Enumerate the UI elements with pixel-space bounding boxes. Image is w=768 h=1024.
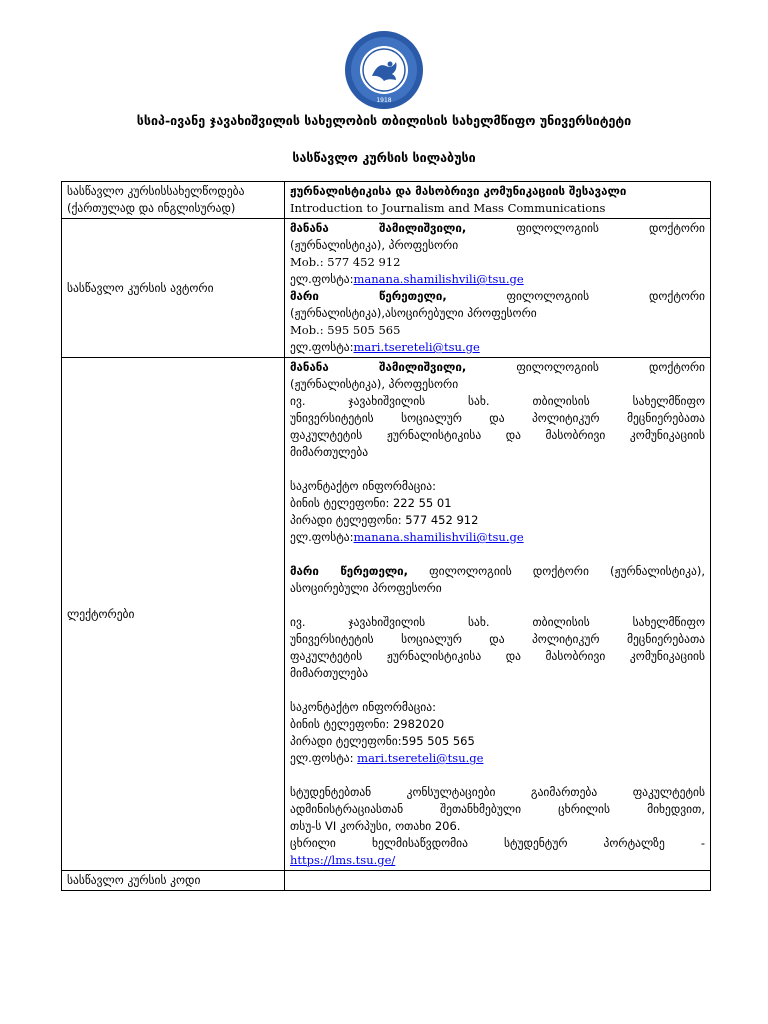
lecturer-2-email-link[interactable]: mari.tsereteli@tsu.ge <box>357 751 484 765</box>
author-1-email-link[interactable]: manana.shamilishvili@tsu.ge <box>353 272 524 286</box>
course-name-value <box>285 182 711 219</box>
authors-label: სასწავლო კურსის ავტორი <box>62 219 285 358</box>
lecturer-2-name: მარი წერეთელი, <box>290 564 409 578</box>
table-row-authors <box>62 219 711 358</box>
course-name-label: სასწავლო კურსისსახელწოდება (ქართულად და ინგლისურად) <box>62 182 285 219</box>
consultation-info: სტუდენტებთან კონსულტაციები გაიმართება ფაკულტეტის <box>290 785 705 799</box>
author-1-name: მანანა შამილიშვილი, <box>290 221 467 235</box>
document-title: სასწავლო კურსის სილაბუსი <box>292 150 476 165</box>
author-2-name: მარი წერეთელი, <box>290 289 447 303</box>
table-row-course-name <box>62 182 711 219</box>
syllabus-table <box>61 181 711 891</box>
svg-text:1918: 1918 <box>376 97 392 104</box>
author-2-email-link[interactable]: mari.tsereteli@tsu.ge <box>353 340 480 354</box>
university-seal-logo <box>344 30 424 110</box>
lecturer-1-name: მანანა შამილიშვილი, <box>290 360 467 374</box>
lecturers-label: ლექტორები <box>62 358 285 871</box>
student-portal-link[interactable]: https://lms.tsu.ge/ <box>290 853 396 867</box>
lecturers-value: მანანა შამილიშვილი, ფილოლოგიის დოქტორი (ჟურნალისტიკა), პროფესორი ივ. ჯავახიშვილის სახ. თბილისის სახელმწიფო უნივერსიტეტის სოციალურ და პოლიტიკურ მეცნიერებათა ფაკულტეტის ჟურნალისტიკისა და მასობრივი კომუნიკაციის მიმართულება საკონტაქტო ინფორმაცია: ბინის ტელეფონი: 222 55 01 პირადი ტელეფონი: 577 452 912 ელ.ფოსტა:manana.shamilishvili@tsu.ge მარი წერეთელი, ფილოლოგიის დოქტორი (ჟურნალისტიკა), ასოცირებული პროფესორი ივ. ჯავახიშვილის სახ. თბილისის სახელმწიფო უნივერსიტეტის სოციალურ და პოლიტიკურ მეცნიერებათა ფაკულტეტის ჟურნალისტიკისა და მასობრივი კომუნიკაციის მიმართულება საკონტაქტო ინფორმაცია: ბინის ტელეფონი: 2982020 პირადი ტელეფონი:595 505 565 ელ.ფოსტა: mari.tsereteli@tsu.ge სტუდენტებთან კონსულტაციები გაიმართება ფაკულტეტის ადმინისტრაციასთან შეთანხმებული ცხრილის მიხედვით, თსუ-ს VI კორპუსი, ოთახი 206. ცხრილი ხელმისაწვდომია სტუდენტურ პორტალზე - https://lms.tsu.ge/ <box>285 358 711 871</box>
table-row-course-code <box>62 871 711 891</box>
university-title: სსიპ-ივანე ჯავახიშვილის სახელობის თბილისის სახელმწიფო უნივერსიტეტი <box>136 113 632 128</box>
course-name-georgian: ჟურნალისტიკისა და მასობრივი კომუნიკაციის შესავალი <box>290 184 627 198</box>
table-row-lecturers <box>62 358 711 871</box>
lecturer-1-email-link[interactable]: manana.shamilishvili@tsu.ge <box>353 530 524 544</box>
authors-value: მანანა შამილიშვილი, ფილოლოგიის დოქტორი (ჟურნალისტიკა), პროფესორი Mob.: 577 452 912 ელ.ფოსტა:manana.shamilishvili@tsu.ge მარი წერეთელი, ფილოლოგიის დოქტორი (ჟურნალისტიკა),ასოცირებული პროფესორი Mob.: 595 505 565 ელ.ფოსტა:mari.tsereteli@tsu.ge <box>285 219 711 358</box>
course-code-label: სასწავლო კურსის კოდი <box>62 871 285 891</box>
course-code-value <box>285 871 711 891</box>
course-name-english: Introduction to Journalism and Mass Communications <box>290 201 606 215</box>
